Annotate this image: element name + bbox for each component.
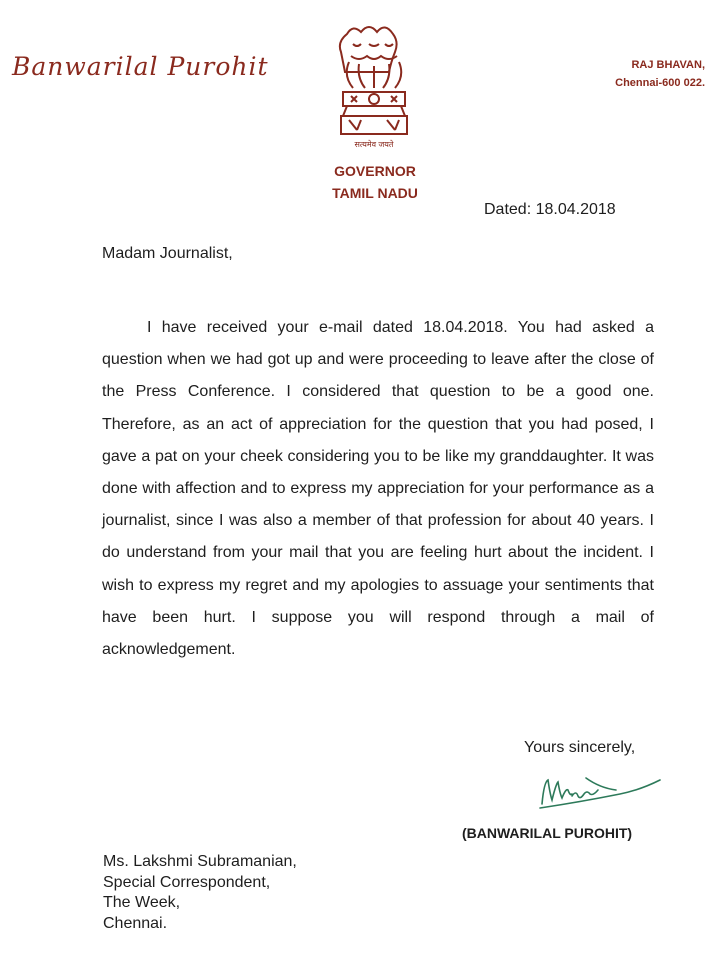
salutation: Madam Journalist,	[102, 245, 233, 262]
national-emblem-icon	[329, 22, 419, 152]
address-line-2: Chennai-600 022.	[615, 77, 705, 89]
letterhead-address	[615, 56, 705, 92]
office-line-governor: GOVERNOR	[334, 163, 416, 179]
signature-icon	[538, 768, 663, 816]
recipient-line-2: Special Correspondent,	[103, 873, 271, 891]
letterhead-name: Banwarilal Purohit	[12, 52, 269, 81]
address-line-1: RAJ BHAVAN,	[631, 59, 705, 71]
recipient-line-3: The Week,	[103, 894, 181, 911]
letter-body: I have received your e-mail dated 18.04.2018. You had asked a question when we had got up and were proceeding to leave after the close of the Press Conference. I considered that question to be a good one. Therefore, as an act of appreciation for the question that you had posed, I gave a pat on your cheek considering you to be like my granddaughter. It was done with affection and to express my appreciation for your performance as a journalist, since I was also a member of that profession for about 40 years. I do understand from your mail that you are feeling hurt about the incident. I wish to express my regret and my apologies to assuage your sentiments that have been hurt. I suppose you will respond through a mail of acknowledgement.	[102, 319, 654, 659]
recipient-line-1: Ms. Lakshmi Subramanian,	[103, 853, 297, 870]
recipient-line-4: Chennai.	[103, 914, 168, 932]
signatory-name: (BANWARILAL PUROHIT)	[462, 825, 633, 841]
letter-date: Dated: 18.04.2018	[484, 201, 616, 218]
recipient-address	[103, 852, 297, 934]
office-title	[300, 160, 450, 204]
office-line-state: TAMIL NADU	[332, 185, 418, 201]
closing: Yours sincerely,	[524, 739, 636, 756]
emblem-motto: सत्यमेव जयते	[354, 140, 394, 149]
